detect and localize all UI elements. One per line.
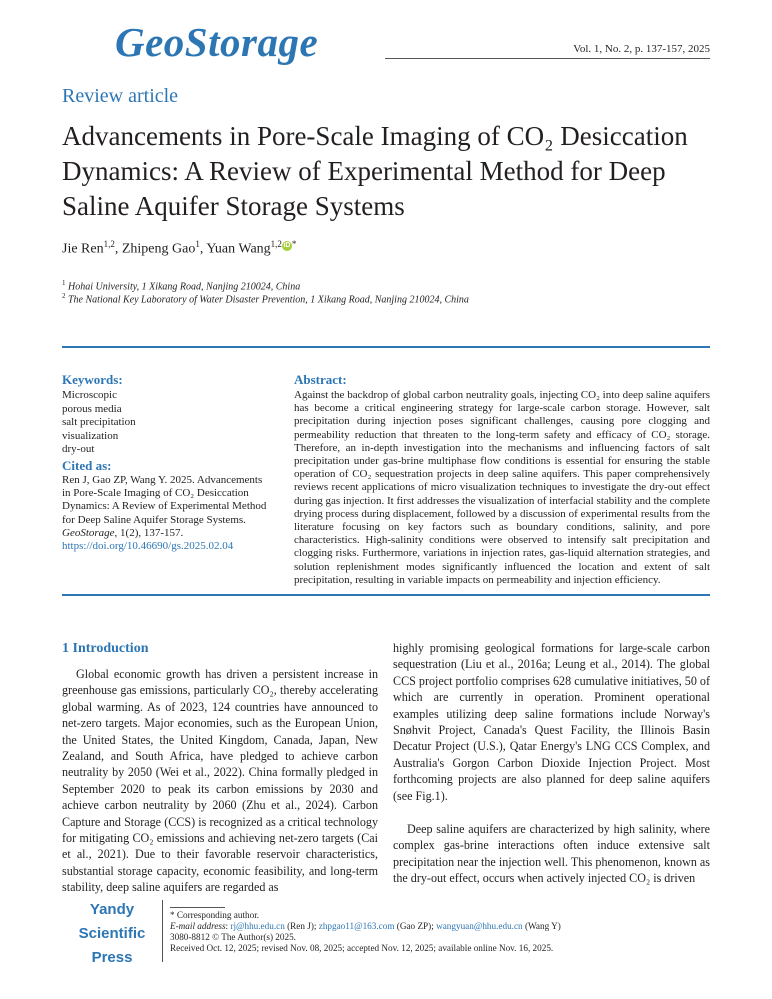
- volume-info: Vol. 1, No. 2, p. 137-157, 2025: [573, 43, 710, 55]
- corresponding-author-note: * Corresponding author.: [170, 910, 260, 920]
- publisher-logo: [62, 898, 162, 970]
- email-link[interactable]: wangyuan@hhu.edu.cn: [436, 921, 523, 931]
- email-link[interactable]: rj@hhu.edu.cn: [230, 921, 285, 931]
- author-list: Jie Ren$^{1,2}$, Zhipeng Gao$^1$, Yuan Wang$^{1,2}$ iD *: [62, 239, 297, 257]
- email-owner: (Wang Y): [524, 921, 561, 931]
- keyword-item: visualization: [62, 429, 119, 442]
- abstract-heading: Abstract:: [294, 372, 347, 387]
- section-divider-top: [62, 346, 710, 348]
- affiliation-2: [62, 292, 469, 305]
- email-owner: (Ren J): [287, 921, 314, 931]
- citation-text: [62, 474, 267, 553]
- section-heading-introduction: 1 Introduction: [62, 641, 149, 656]
- email-link[interactable]: zhpgao11@163.com: [318, 921, 395, 931]
- author-name: Jie Ren: [62, 241, 104, 257]
- footnote-rule: [170, 907, 225, 908]
- keyword-item: dry-out: [62, 443, 95, 455]
- publisher-line: Scientific: [78, 925, 146, 942]
- journal-name: GeoStorage: [115, 19, 319, 65]
- affil-num: 2: [62, 292, 66, 300]
- intro-paragraph-2: Deep saline aquifers are characterized by high salinity, where complex gas-brine interactions often induce extensive salt precipitation near the injection well. This phenomenon, known as the dry-out effect, occurs when actively injected CO₂ is driven: [393, 822, 710, 886]
- citation-journal: GeoStorage: [62, 526, 115, 539]
- corresponding-mark: *: [291, 239, 297, 249]
- orcid-icon[interactable]: iD: [283, 242, 291, 249]
- article-history: Received Oct. 12, 2025; revised Nov. 08, 2025; accepted Nov. 12, 2025; available online Nov. 16, 2025.: [170, 943, 554, 953]
- abstract-text: Against the backdrop of global carbon neutrality goals, injecting CO₂ into deep saline aquifers has become a critical engineering strategy for large-scale carbon storage. However, salt precipitation during injection poses significant challenges, causing pore clogging and permeability reduction that threaten to the long-term safety and efficacy of CO₂ storage. Therefore, an in-depth investigation into the mechanisms and influencing factors of salt precipitation under gas-brine multiphase flow conditions is essential for ensuring the stable operation of CO₂ sequestration projects in deep saline aquifers. This paper comprehensively reviews recent applications of micro visualization techniques to investigate the dry-out effect during gas injection. It first addresses the visualization of interfacial stability and the complete drying process during displacement, followed by a discussion of experimental results from the literature focusing on key factors such as boundary conditions, salinity, and pore characteristics. High-salinity conditions were observed to intensify salt precipitation and clogging risks. Furthermore, variations in injection rates, gas-liquid alternation strategies, and solution replenishment modes significantly influenced the location and extent of salt precipitation, resulting in variable impacts on permeability and injection efficiency.: [294, 389, 710, 586]
- email-owner: (Gao ZP): [396, 921, 432, 931]
- author-name: Zhipeng Gao: [121, 241, 196, 257]
- email-label: E-mail address: [170, 921, 226, 931]
- author-name: Yuan Wang: [206, 241, 271, 257]
- publisher-line: Press: [91, 949, 133, 966]
- author-affil: 1,2: [270, 239, 282, 249]
- publisher-line: Yandy: [89, 901, 135, 918]
- affiliation-1: [62, 279, 300, 292]
- keyword-item: porous media: [62, 402, 122, 415]
- affil-num: 1: [62, 279, 66, 287]
- footer-divider: [162, 900, 163, 962]
- citation-pages: , 1(2), 137-157.: [114, 526, 184, 539]
- keyword-item: Microscopic: [62, 389, 117, 401]
- author-affil: 1: [195, 239, 200, 249]
- paper-title: Advancements in Pore-Scale Imaging of CO₂ Desiccation Dynamics: A Review of Experimental Method for Deep Saline Aquifer Storage Systems: [62, 121, 688, 221]
- email-line: E-mail address: rj@hhu.edu.cn (Ren J); zhpgao11@163.com (Gao ZP); wangyuan@hhu.edu.cn (Wang Y): [170, 921, 561, 931]
- footnotes: [170, 910, 710, 954]
- article-type: Review article: [62, 85, 179, 107]
- section-divider-bottom: [62, 594, 710, 596]
- intro-paragraph-1: Global economic growth has driven a persistent increase in greenhouse gas emissions, particularly CO₂, thereby accelerating global warming. As of 2023, 124 countries have announced to net-zero targets. Major economies, such as the European Union, the United States, the United Kingdom, Canada, Japan, New Zealand, and South Africa, have pledged to achieve carbon neutrality by 2050 (Wei et al., 2022). China formally pledged in September 2020 to peak its carbon emissions by 2030 and achieve carbon neutrality by 2060 (Zhu et al., 2024). Carbon Capture and Storage (CCS) is recognized as a critical technology for mitigating CO₂ emissions and achieving net-zero targets (Cai et al., 2021). Due to their favorable reservoir characteristics, substantial storage capacity, economic feasibility, and long-term stability, deep saline aquifers are regarded as: [62, 667, 378, 895]
- header-divider: [385, 58, 710, 59]
- keyword-item: salt precipitation: [62, 416, 136, 428]
- citation-body: Ren J, Gao ZP, Wang Y. 2025. Advancements in Pore-Scale Imaging of CO₂ Desiccation Dynamics: A Review of Experimental Method for Deep Saline Aquifer Storage Systems.: [62, 474, 267, 526]
- intro-paragraph-1-continued: highly promising geological formations for large-scale carbon sequestration (Liu et al., 2016a; Leung et al., 2014). The global CCS project portfolio comprises 628 cumulative initiatives, 50 of which are currently in operation. Prominent operational examples utilizing deep saline formations include Norway's Snøhvit Project, Canada's Quest Facility, the Illinois Basin Decatur Project (U.S.), Qatar Energy's LNG CCS Complex, and Australia's Gorgon Carbon Dioxide Injection Project. Most forthcoming projects are also planned for deep saline aquifers (see Fig.1).: [393, 641, 710, 803]
- keywords-heading: Keywords:: [62, 372, 123, 387]
- issn-copyright: 3080-8812 © The Author(s) 2025.: [170, 932, 296, 942]
- cited-as-heading: Cited as:: [62, 458, 112, 473]
- doi-link[interactable]: https://doi.org/10.46690/gs.2025.02.04: [62, 540, 234, 553]
- affil-text: The National Key Laboratory of Water Disaster Prevention, 1 Xikang Road, Nanjing 210024, China: [68, 294, 469, 306]
- author-affil: 1,2: [103, 239, 115, 249]
- keywords-list: [62, 389, 136, 457]
- affil-text: Hohai University, 1 Xikang Road, Nanjing 210024, China: [68, 281, 301, 293]
